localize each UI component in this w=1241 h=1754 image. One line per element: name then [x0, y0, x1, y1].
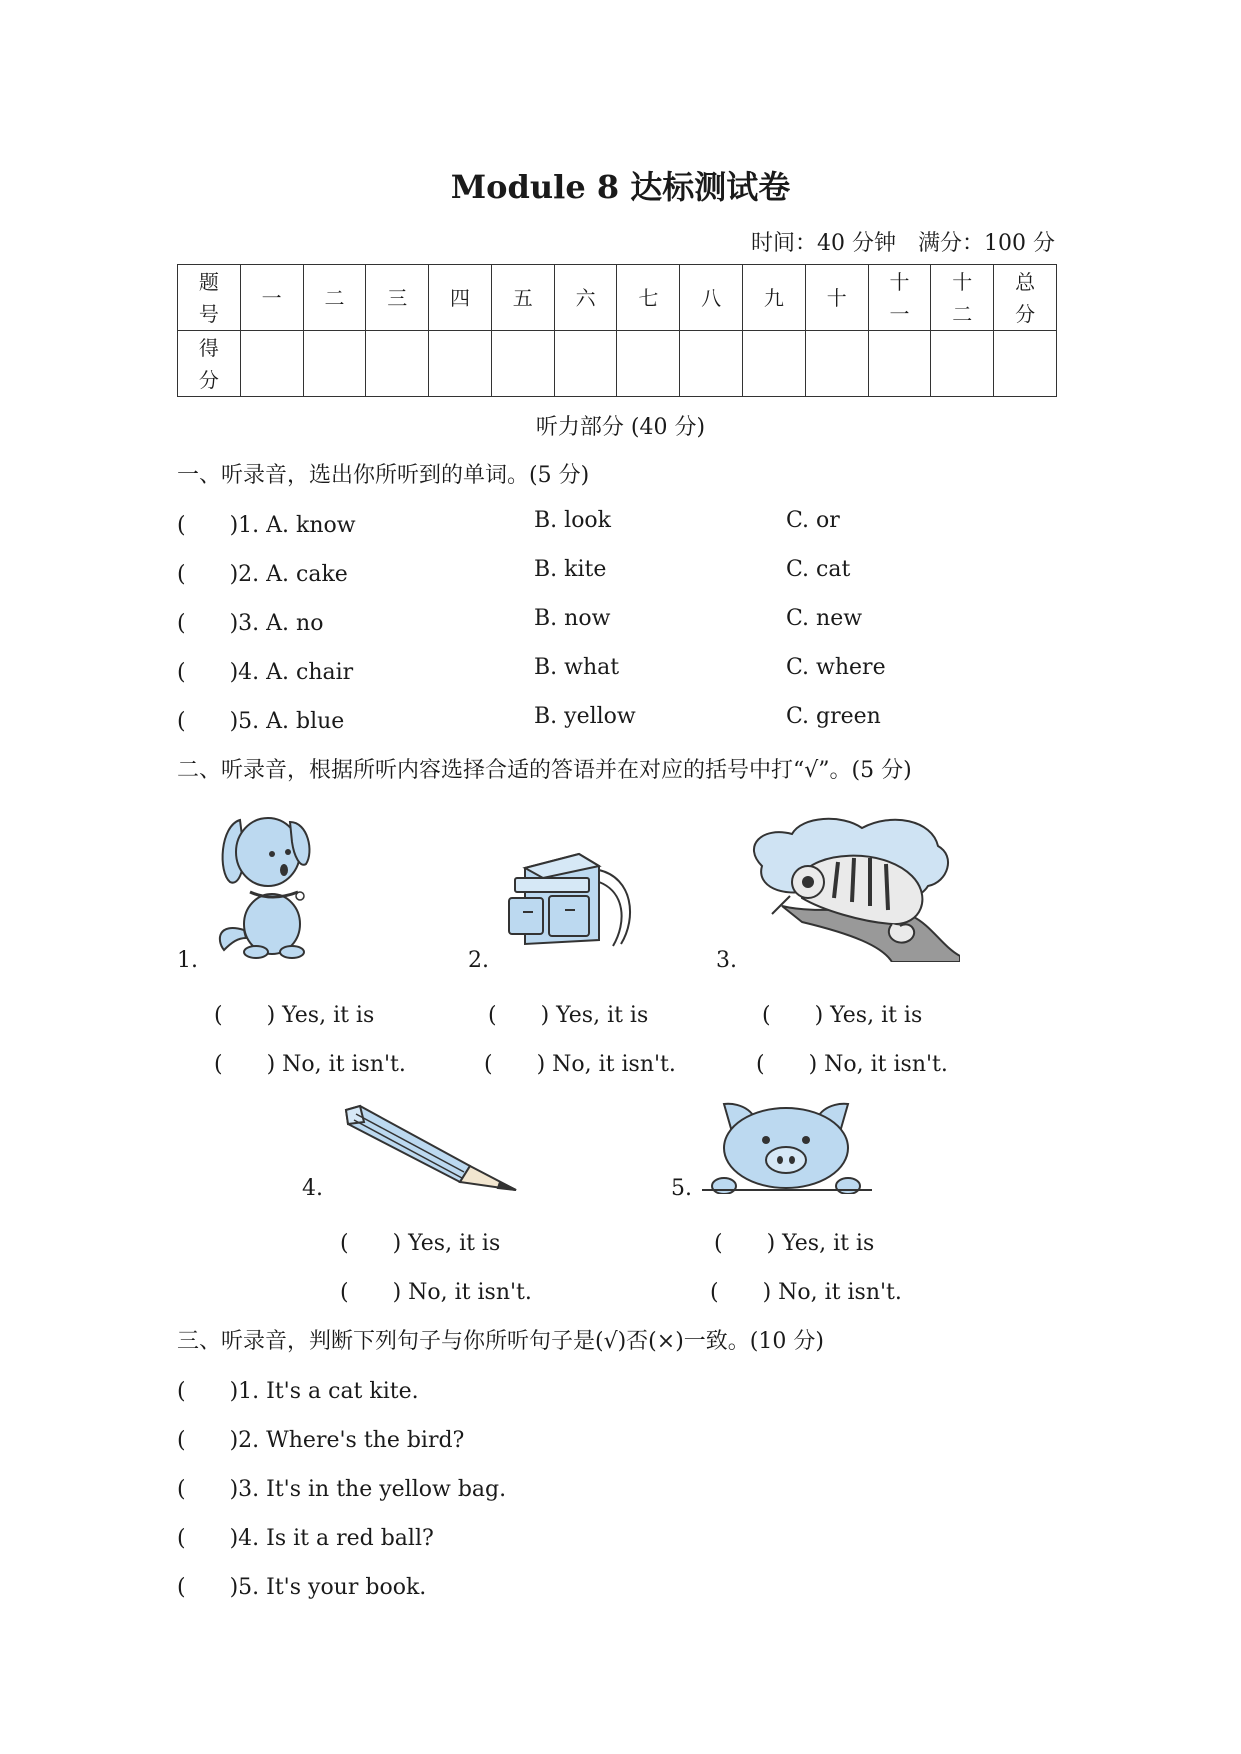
part3-question-3: ( )3. It's in the yellow bag.: [177, 1477, 507, 1502]
part2-heading: 二、听录音，根据所听内容选择合适的答语并在对应的括号中打“√”。(5 分): [177, 758, 912, 783]
part1-option-c: C. or: [786, 508, 840, 533]
part2-item-3-no: ( ) No, it isn't.: [756, 1052, 948, 1077]
score-cell[interactable]: [680, 331, 743, 397]
part1-option-b: B. now: [534, 606, 611, 631]
part1-option-b: B. look: [534, 508, 612, 533]
part3-question-1: ( )1. It's a cat kite.: [177, 1379, 419, 1404]
part1-question-3: ( )3. A. no: [177, 611, 324, 636]
pig-icon: [702, 1098, 872, 1194]
header-cell: 十 二: [931, 265, 994, 331]
score-table-header-row: [178, 265, 1057, 331]
chameleon-icon: [742, 806, 960, 962]
score-cell[interactable]: [366, 331, 429, 397]
part3-heading: 三、听录音，判断下列句子与你所听句子是(√)否(×)一致。(10 分): [177, 1329, 824, 1354]
score-cell[interactable]: [491, 331, 554, 397]
header-cell: 二: [303, 265, 366, 331]
header-cell: 八: [680, 265, 743, 331]
part3-question-4: ( )4. Is it a red ball?: [177, 1526, 434, 1551]
part1-option-c: C. new: [786, 606, 863, 631]
score-cell[interactable]: [240, 331, 303, 397]
header-cell: 七: [617, 265, 680, 331]
score-cell[interactable]: [303, 331, 366, 397]
part3-question-2: ( )2. Where's the bird?: [177, 1428, 465, 1453]
header-cell: 题 号: [178, 265, 241, 331]
part2-item-2-number: 2.: [468, 948, 489, 973]
part1-option-c: C. where: [786, 655, 886, 680]
score-cell[interactable]: [429, 331, 492, 397]
part1-question-5: ( )5. A. blue: [177, 709, 345, 734]
part2-item-2-no: ( ) No, it isn't.: [484, 1052, 676, 1077]
part2-item-1-number: 1.: [177, 948, 198, 973]
part2-item-3-yes: ( ) Yes, it is: [762, 1003, 923, 1028]
part2-item-3-number: 3.: [716, 948, 737, 973]
header-cell: 六: [554, 265, 617, 331]
score-cell[interactable]: [868, 331, 931, 397]
part1-option-c: C. green: [786, 704, 881, 729]
header-cell: 总 分: [994, 265, 1057, 331]
part2-item-2-yes: ( ) Yes, it is: [488, 1003, 649, 1028]
score-cell[interactable]: [931, 331, 994, 397]
part1-heading: 一、听录音，选出你所听到的单词。(5 分): [177, 463, 590, 488]
backpack-icon: [503, 848, 637, 952]
header-cell: 三: [366, 265, 429, 331]
part2-item-4-yes: ( ) Yes, it is: [340, 1231, 501, 1256]
part2-item-4-no: ( ) No, it isn't.: [340, 1280, 532, 1305]
part2-item-1-no: ( ) No, it isn't.: [214, 1052, 406, 1077]
header-cell: 四: [429, 265, 492, 331]
pencil-icon: [340, 1104, 518, 1194]
score-cell[interactable]: [805, 331, 868, 397]
part2-item-5-no: ( ) No, it isn't.: [710, 1280, 902, 1305]
score-cell[interactable]: [994, 331, 1057, 397]
score-table-score-row: [178, 331, 1057, 397]
score-table: [177, 264, 1057, 397]
row-label-cell: 得 分: [178, 331, 241, 397]
part1-question-4: ( )4. A. chair: [177, 660, 354, 685]
part1-option-c: C. cat: [786, 557, 851, 582]
part2-item-5-number: 5.: [671, 1176, 692, 1201]
score-cell[interactable]: [743, 331, 806, 397]
part1-option-b: B. what: [534, 655, 620, 680]
part1-option-b: B. kite: [534, 557, 607, 582]
header-cell: 一: [240, 265, 303, 331]
score-cell[interactable]: [554, 331, 617, 397]
score-cell[interactable]: [617, 331, 680, 397]
part2-item-4-number: 4.: [302, 1176, 323, 1201]
part2-item-5-yes: ( ) Yes, it is: [714, 1231, 875, 1256]
part1-option-b: B. yellow: [534, 704, 636, 729]
header-cell: 五: [491, 265, 554, 331]
part1-question-1: ( )1. A. know: [177, 513, 356, 538]
header-cell: 十: [805, 265, 868, 331]
part2-item-1-yes: ( ) Yes, it is: [214, 1003, 375, 1028]
time-score-info: 时间：40 分钟 满分：100 分: [751, 231, 1055, 256]
page-title: Module 8 达标测试卷: [450, 168, 791, 206]
header-cell: 十 一: [868, 265, 931, 331]
part3-question-5: ( )5. It's your book.: [177, 1575, 427, 1600]
dog-icon: [210, 812, 334, 960]
part1-question-2: ( )2. A. cake: [177, 562, 348, 587]
listening-section-title: 听力部分 (40 分): [535, 415, 706, 440]
header-cell: 九: [743, 265, 806, 331]
